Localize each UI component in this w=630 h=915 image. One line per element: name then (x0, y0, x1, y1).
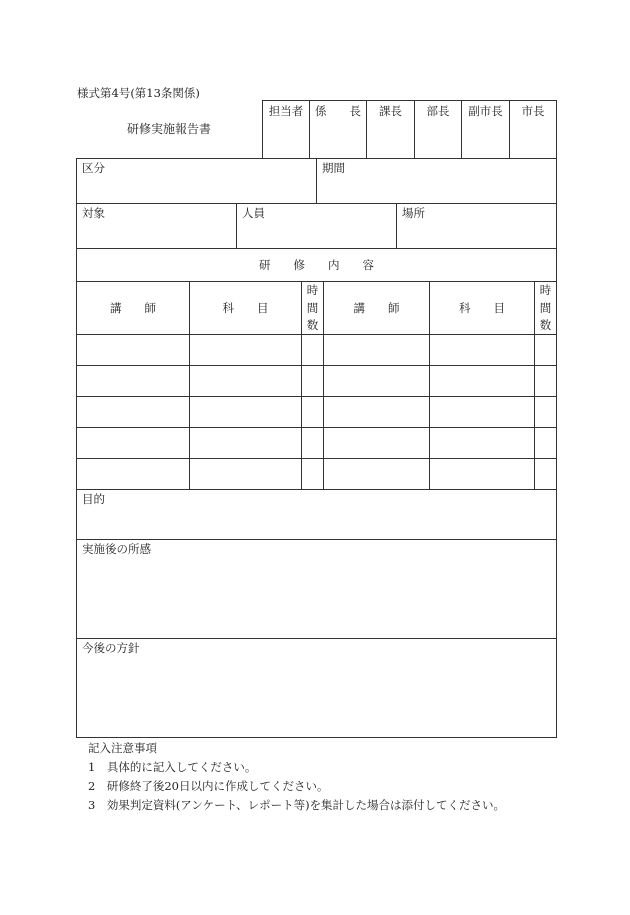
kamoku-cell[interactable] (430, 366, 534, 396)
approval-kacho-label: 課長 (379, 104, 402, 118)
basho-field[interactable] (397, 204, 556, 248)
note-item: 3 効果判定資料(アンケート、レポート等)を集計した場合は添付してください。 (88, 798, 506, 812)
kamoku-cell[interactable] (430, 397, 534, 427)
kamoku-cell[interactable] (430, 459, 534, 489)
section-title: 研 修 内 容 (259, 258, 374, 272)
koshi-cell[interactable] (77, 397, 189, 427)
kamoku-cell[interactable] (430, 428, 534, 458)
jikansu-header-1: 時間数 (306, 283, 319, 332)
koshi-header-1: 講 師 (110, 301, 156, 315)
note-item: 1 具体的に記入してください。 (88, 760, 257, 774)
basho-label: 場所 (402, 206, 425, 220)
kamoku-header-1: 科 目 (222, 301, 269, 315)
notes-title: 記入注意事項 (88, 741, 157, 755)
kamoku-header-2: 科 目 (459, 301, 505, 315)
jikansu-cell[interactable] (535, 397, 556, 427)
taisho-field[interactable] (77, 204, 236, 248)
kamoku-cell[interactable] (190, 335, 301, 365)
mokuteki-field[interactable] (77, 490, 556, 539)
koshi-header-2: 講 師 (353, 301, 400, 315)
note-item: 2 研修終了後20日以内に作成してください。 (88, 779, 329, 793)
kubun-field[interactable] (77, 159, 316, 203)
kamoku-cell[interactable] (430, 335, 534, 365)
mokuteki-label: 目的 (82, 492, 105, 506)
kamoku-cell[interactable] (190, 428, 301, 458)
jikansu-cell[interactable] (302, 428, 323, 458)
jikansu-header-2: 時間数 (539, 283, 552, 332)
shosho-field[interactable] (77, 540, 556, 638)
approval-fukushicho-label: 副市長 (468, 104, 503, 118)
approval-bucho-label: 部長 (426, 104, 450, 118)
page-title: 研修実施報告書 (127, 122, 212, 136)
jikansu-cell[interactable] (302, 335, 323, 365)
taisho-label: 対象 (82, 206, 105, 220)
koshi-cell[interactable] (77, 459, 189, 489)
kubun-label: 区分 (82, 161, 105, 175)
koshi-cell[interactable] (324, 428, 429, 458)
hoshin-field[interactable] (77, 639, 556, 737)
jikansu-cell[interactable] (302, 366, 323, 396)
kikan-field[interactable] (317, 159, 556, 203)
jikansu-cell[interactable] (535, 366, 556, 396)
koshi-cell[interactable] (324, 397, 429, 427)
koshi-cell[interactable] (324, 459, 429, 489)
jikansu-cell[interactable] (535, 428, 556, 458)
koshi-cell[interactable] (77, 335, 189, 365)
shosho-label: 実施後の所感 (82, 542, 151, 556)
jikansu-cell[interactable] (302, 459, 323, 489)
jikansu-cell[interactable] (302, 397, 323, 427)
approval-kakari-label: 係 長 (315, 104, 361, 118)
hoshin-label: 今後の方針 (82, 641, 140, 655)
koshi-cell[interactable] (324, 335, 429, 365)
kikan-label: 期間 (322, 161, 345, 175)
approval-tanto-label: 担当者 (268, 104, 304, 118)
koshi-cell[interactable] (324, 366, 429, 396)
kamoku-cell[interactable] (190, 366, 301, 396)
form-number: 様式第4号(第13条関係) (77, 86, 200, 100)
kamoku-cell[interactable] (190, 459, 301, 489)
jinin-label: 人員 (242, 206, 265, 220)
approval-shicho-label: 市長 (521, 104, 545, 118)
jikansu-cell[interactable] (535, 459, 556, 489)
koshi-cell[interactable] (77, 428, 189, 458)
jinin-field[interactable] (237, 204, 396, 248)
kamoku-cell[interactable] (190, 397, 301, 427)
jikansu-cell[interactable] (535, 335, 556, 365)
koshi-cell[interactable] (77, 366, 189, 396)
